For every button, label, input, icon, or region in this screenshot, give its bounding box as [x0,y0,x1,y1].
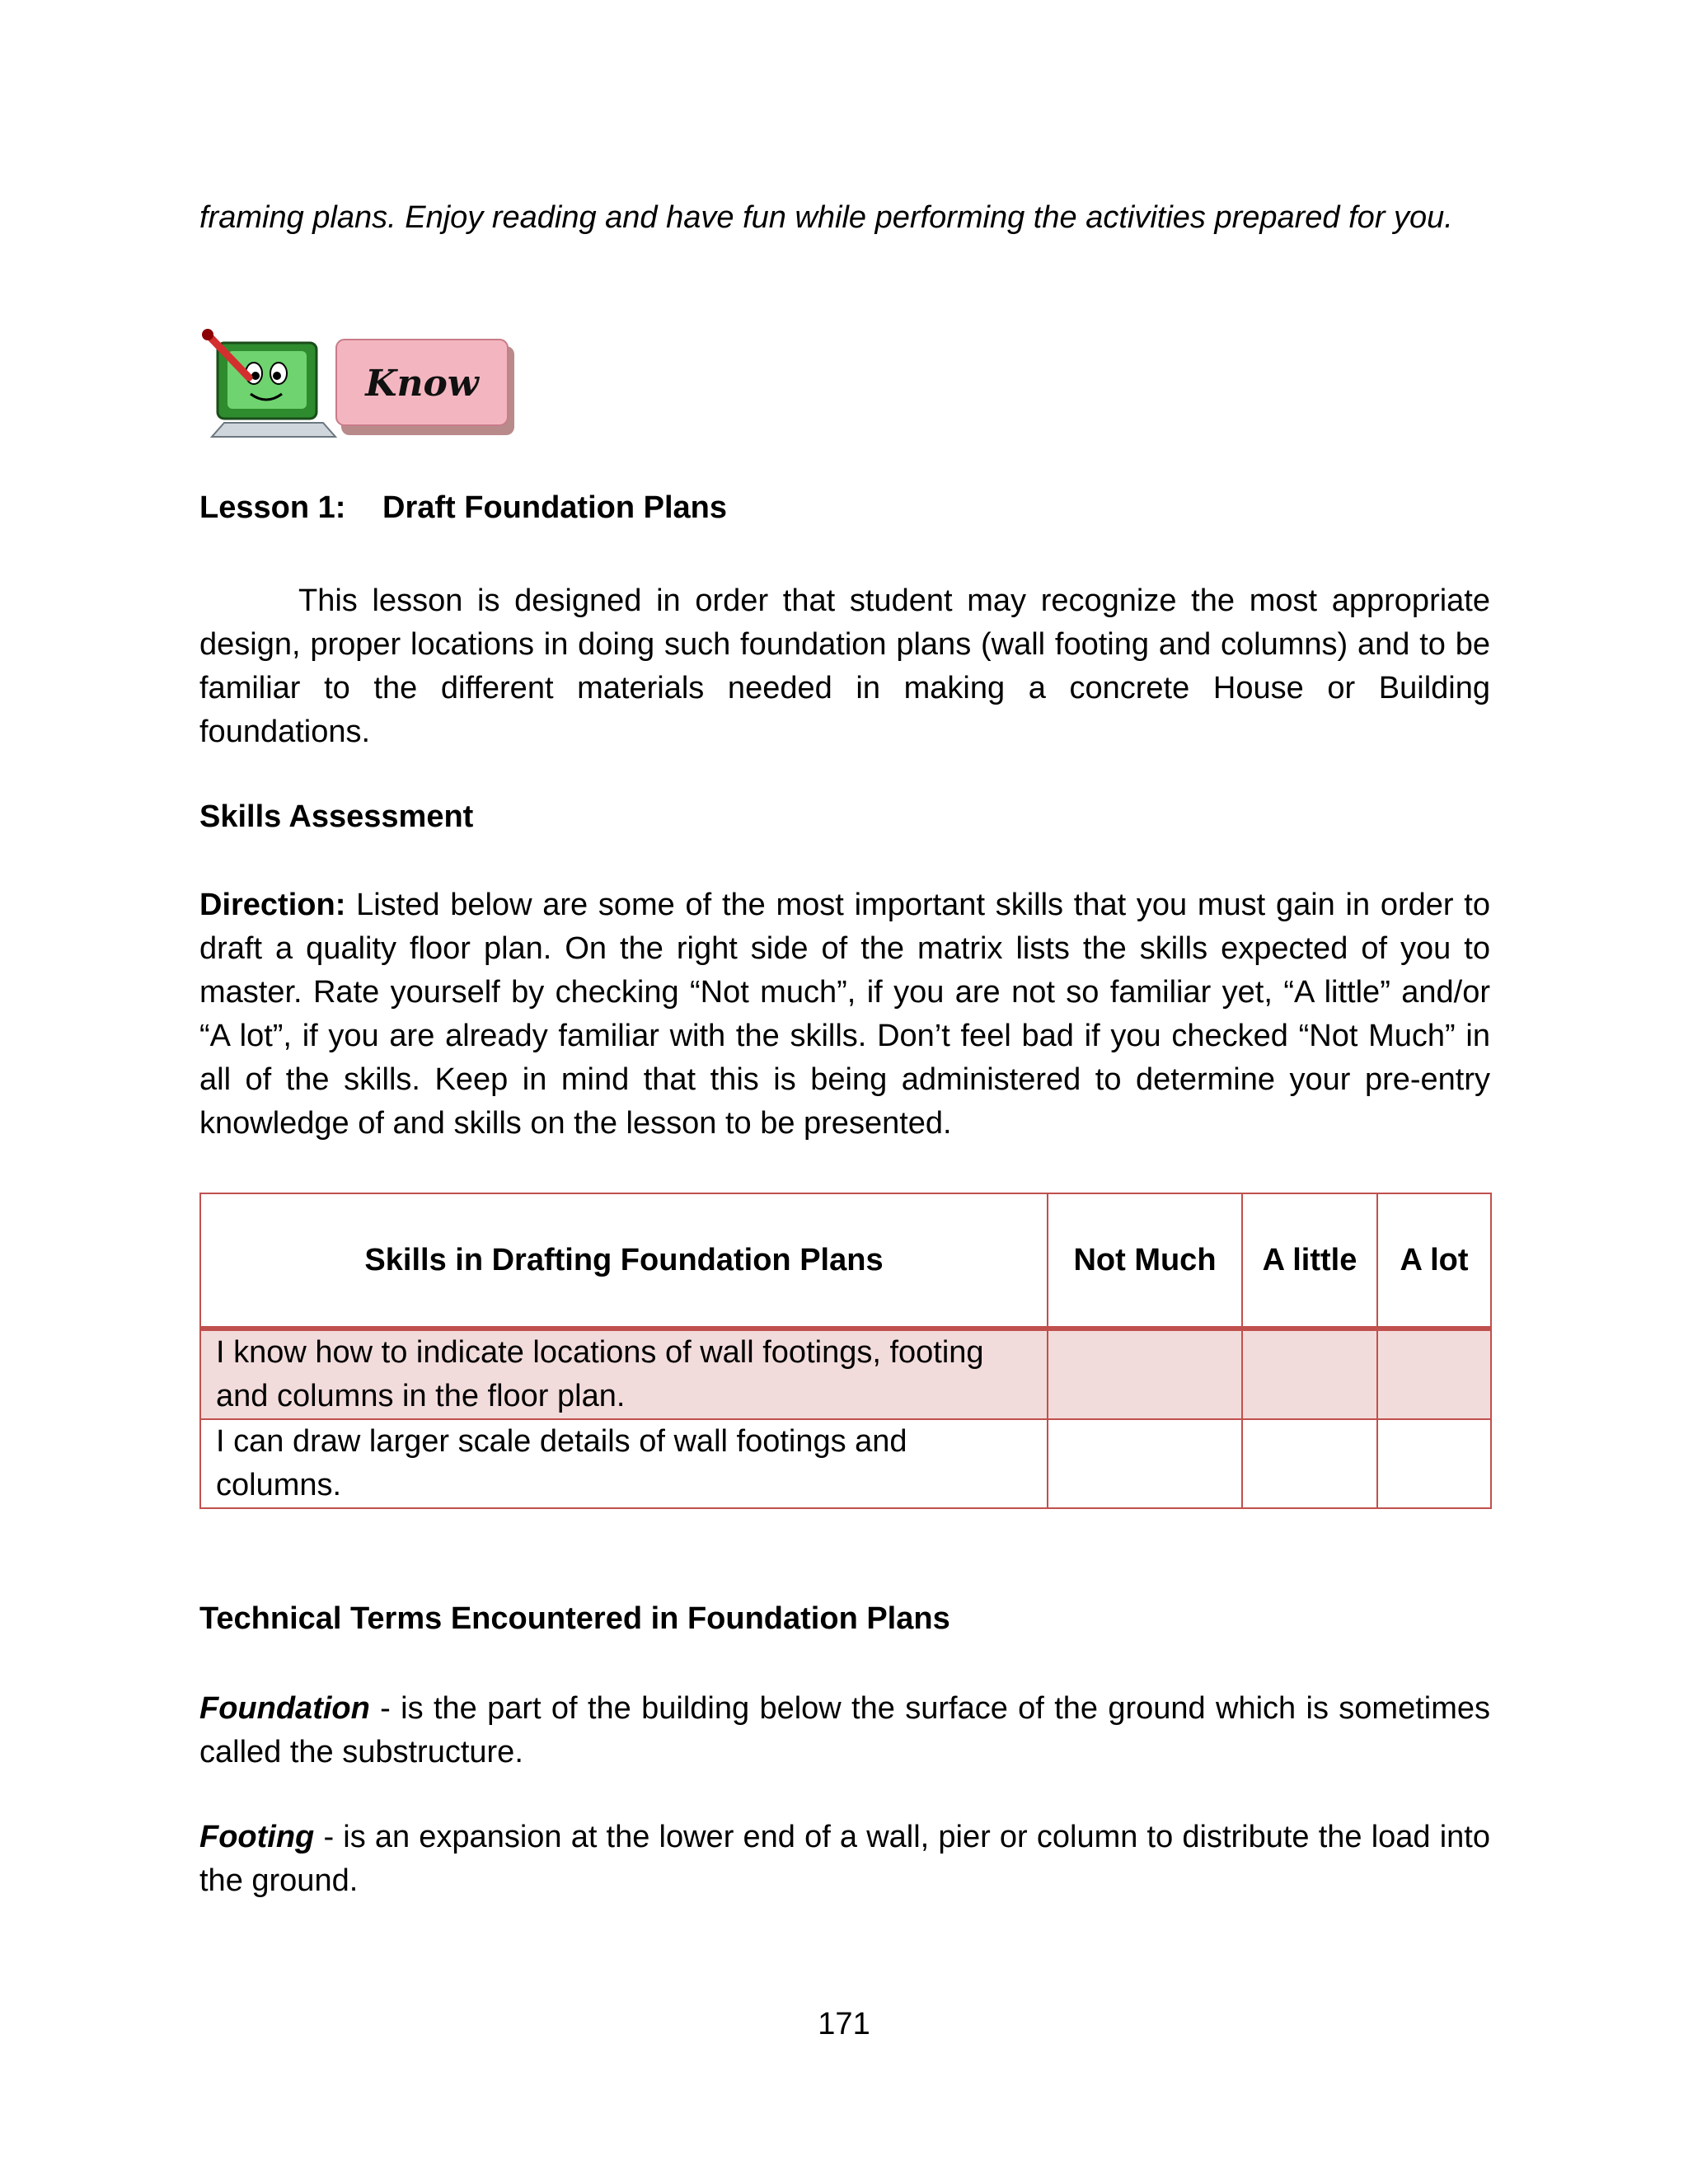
technical-terms-heading: Technical Terms Encountered in Foundation Plans [199,1601,950,1636]
header-a-lot: A lot [1377,1193,1491,1329]
not-much-checkbox-cell[interactable] [1048,1329,1242,1419]
table-header-row [200,1193,1491,1329]
a-little-checkbox-cell[interactable] [1242,1329,1377,1419]
a-lot-checkbox-cell[interactable] [1377,1419,1491,1508]
lesson-name: Draft Foundation Plans [382,490,727,525]
know-badge [199,328,521,443]
term-footing-label: Footing [199,1820,315,1854]
direction-paragraph [199,883,1490,1146]
lesson-title [199,486,1490,530]
computer-mascot-icon [202,329,335,437]
know-label: Know [365,363,479,405]
skill-cell: I can draw larger scale details of wall footings and columns. [200,1419,1048,1508]
intro-text: framing plans. Enjoy reading and have fun while performing the activities prepared for you. [199,200,1453,235]
a-lot-checkbox-cell[interactable] [1377,1329,1491,1419]
skills-assessment-heading: Skills Assessment [199,799,474,834]
header-a-little: A little [1242,1193,1377,1329]
term-foundation-definition: - is the part of the building below the surface of the ground which is sometimes called the substructure. [199,1691,1490,1769]
lesson-description [199,579,1490,754]
skill-cell: I know how to indicate locations of wall footings, footing and columns in the floor plan. [200,1329,1048,1419]
table-row [200,1419,1491,1508]
table-row [200,1329,1491,1419]
direction-text: Listed below are some of the most important skills that you must gain in order to draft a quality floor plan. On the right side of the matrix lists the skills expected of you to master. Rate yourself by checking “Not much”, if you are not so familiar yet, “A little” and/or “A lot”, if you are already familiar with the skills. Don’t feel bad if you checked “Not Much” in all of the skills. Keep in mind that this is being administered to determine your pre-entry knowledge of and skills on the lesson to be presented. [199,888,1490,1141]
header-skills: Skills in Drafting Foundation Plans [200,1193,1048,1329]
skills-matrix-table [199,1193,1492,1509]
term-footing-definition: - is an expansion at the lower end of a wall, pier or column to distribute the load into the ground. [199,1820,1490,1898]
term-footing [199,1816,1490,1903]
term-foundation-label: Foundation [199,1691,370,1726]
direction-label: Direction: [199,888,346,922]
page-number: 171 [818,2007,870,2041]
lesson-number: Lesson 1: [199,490,346,525]
a-little-checkbox-cell[interactable] [1242,1419,1377,1508]
lesson-description-text: This lesson is designed in order that student may recognize the most appropriate design, proper locations in doing such foundation plans (wall footing and columns) and to be familiar to the different materials needed in making a concrete House or Building foundations. [199,583,1490,749]
term-foundation [199,1687,1490,1774]
header-not-much: Not Much [1048,1193,1242,1329]
not-much-checkbox-cell[interactable] [1048,1419,1242,1508]
